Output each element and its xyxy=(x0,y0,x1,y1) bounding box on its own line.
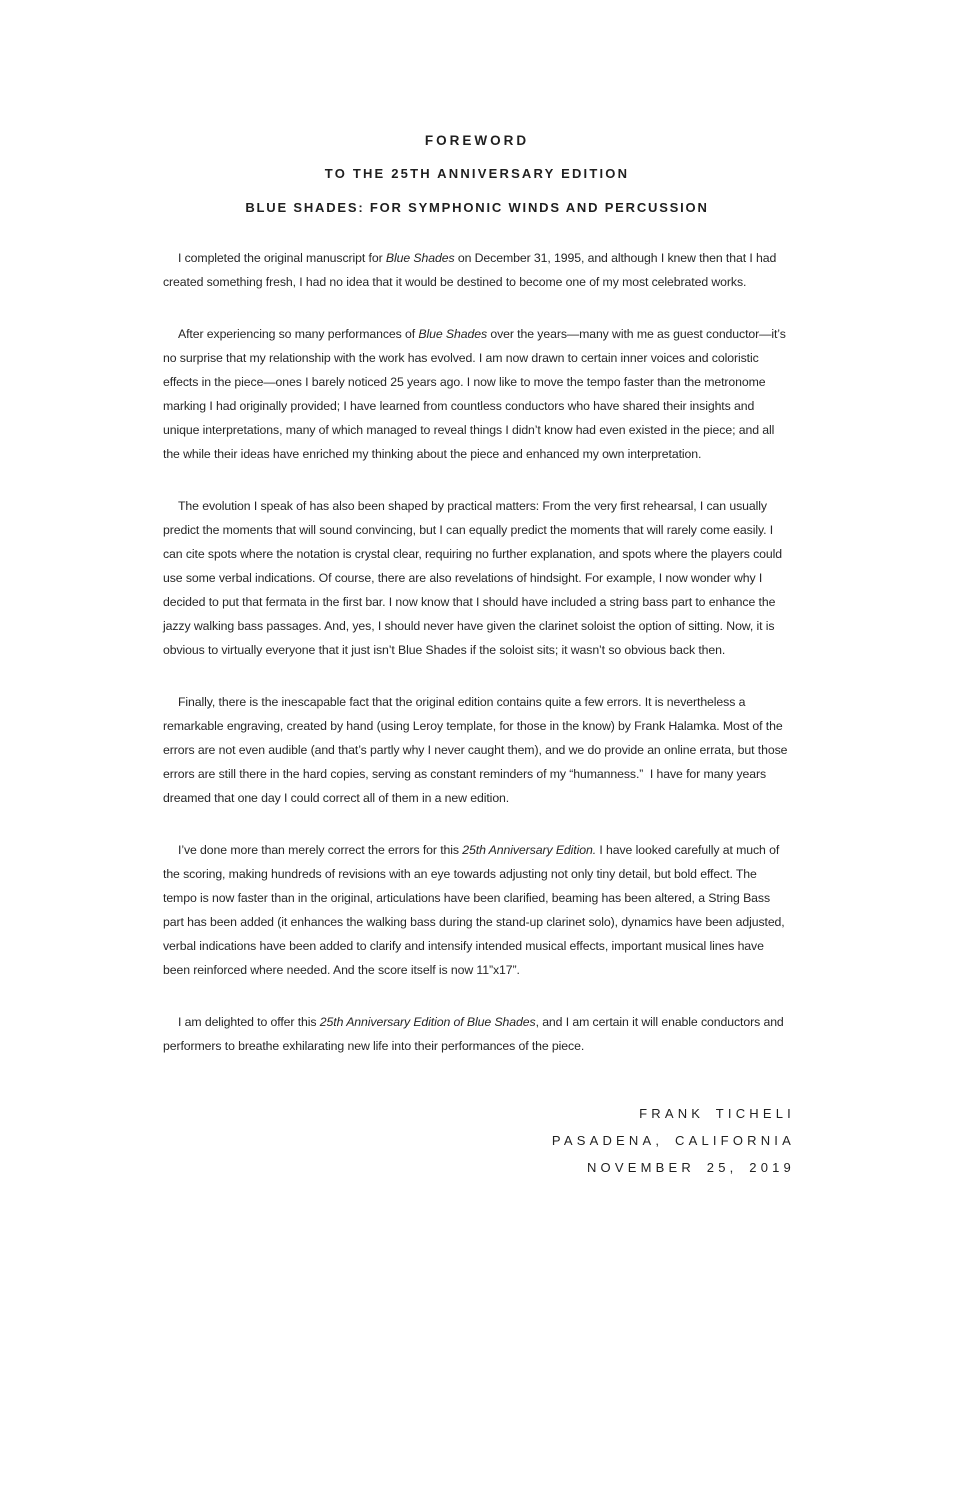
text-run: After experiencing so many performances of xyxy=(178,327,419,341)
paragraph xyxy=(163,690,791,810)
italic-text-run: Blue Shades xyxy=(385,251,455,265)
text-run: The evolution I speak of has also been shaped by practical matters: From the very first rehearsal, I can usually predict the moments that will sound convincing, but I can equally predict the moments that will rarely come easily. I can cite spots where the notation is crystal clear, requiring no further explanation, and spots where the players could use some verbal indications. Of course, there are also revelations of hindsight. For example, I now wonder why I decided to put that fermata in the first bar. I now know that I should have included a string bass part to enhance the jazzy walking bass passages. And, yes, I should never have given the clarinet soloist the option of sitting. Now, it is obvious to virtually everyone that it just isn’t Blue Shades if the soloist sits; it wasn’t so obvious back then. xyxy=(163,499,783,657)
italic-text-run: 25th Anniversary Edition. xyxy=(462,843,597,857)
text-run: over the years—many with me as guest conductor—it’s no surprise that my relationship with the work has evolved. I am now drawn to certain inner voices and coloristic effects in the piece—ones I barely noticed 25 years ago. I now like to move the tempo faster than the metronome marking I had originally provided; I have learned from countless conductors who have shared their insights and unique interpretations, many of which managed to reveal things I didn’t know had even existed in the piece; and all the while their ideas have enriched my thinking about the piece and enhanced my own interpretation. xyxy=(163,327,786,461)
edition-subtitle: TO THE 25TH ANNIVERSARY EDITION xyxy=(324,166,630,181)
paragraph xyxy=(163,1010,791,1058)
signature-place: PASADENA, CALIFORNIA xyxy=(551,1133,795,1148)
italic-text-run: 25th Anniversary Edition of Blue Shades xyxy=(319,1015,536,1029)
text-run: on December 31, 1995, and although I knew then that I had created something fresh, I had no idea that it would be destined to become one of my most celebrated works. xyxy=(163,251,777,289)
foreword-title: FOREWORD xyxy=(424,133,530,148)
text-run: I completed the original manuscript for xyxy=(178,251,386,265)
foreword-paragraphs xyxy=(163,246,791,1058)
signature-name: FRANK TICHELI xyxy=(639,1106,795,1121)
text-run: I’ve done more than merely correct the errors for this xyxy=(178,843,463,857)
italic-text-run: Blue Shades xyxy=(418,327,488,341)
text-run: I am delighted to offer this xyxy=(178,1015,320,1029)
paragraph xyxy=(163,838,791,982)
signature-block xyxy=(163,1100,795,1181)
paragraph xyxy=(163,322,791,466)
paragraph xyxy=(163,494,791,662)
paragraph xyxy=(163,246,791,294)
work-title: BLUE SHADES: FOR SYMPHONIC WINDS AND PERCUSSION xyxy=(245,200,709,215)
text-run: I have looked carefully at much of the scoring, making hundreds of revisions with an eye towards adjusting not only tiny detail, but bold effect. The tempo is now faster than in the original, articulations have been clarified, beaming has been altered, a String Bass part has been added (it enhances the walking bass during the stand-up clarinet solo), dynamics have been adjusted, verbal indications have been added to clarify and intensify intended musical effects, important musical lines have been reinforced where needed. And the score itself is now 11”x17”. xyxy=(163,843,785,977)
signature-date: NOVEMBER 25, 2019 xyxy=(586,1160,795,1175)
text-run: , and I am certain it will enable conductors and performers to breathe exhilarating new life into their performances of the piece. xyxy=(163,1015,784,1053)
text-run: Finally, there is the inescapable fact that the original edition contains quite a few errors. It is nevertheless a remarkable engraving, created by hand (using Leroy template, for those in the know) by Frank Halamka. Most of the errors are not even audible (and that’s partly why I never caught them), and we do provide an online errata, but those errors are still there in the hard copies, serving as constant reminders of my “humanness.” I have for many years dreamed that one day I could correct all of them in a new edition. xyxy=(163,695,788,805)
page-heading xyxy=(163,134,791,215)
page-content xyxy=(163,133,795,1181)
